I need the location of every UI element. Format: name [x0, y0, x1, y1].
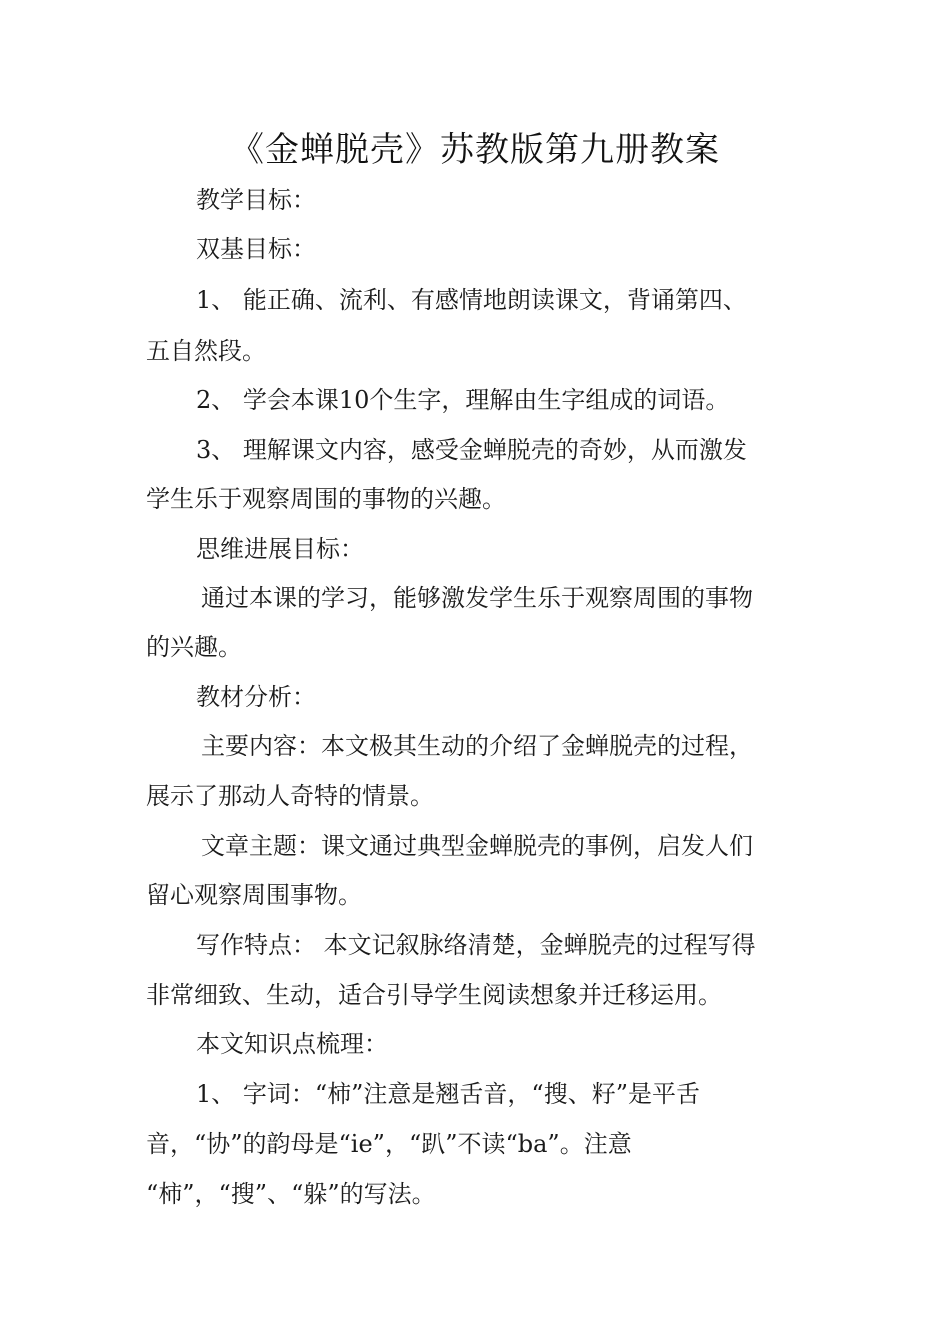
paragraph-line: 1、 字词：“柿”注意是翘舌音，“搜、籽”是平舌 [196, 1080, 700, 1108]
paragraph-line: 主要内容：本文极其生动的介绍了金蝉脱壳的过程， [201, 732, 753, 760]
paragraph-line: 的兴趣。 [146, 633, 242, 661]
document-title: 《金蝉脱壳》苏教版第九册教案 [230, 130, 720, 170]
paragraph-line: 写作特点： 本文记叙脉络清楚，金蝉脱壳的过程写得 [196, 931, 756, 959]
paragraph-line: 3、 理解课文内容，感受金蝉脱壳的奇妙，从而激发 [196, 436, 747, 464]
paragraph-line: 教学目标： [196, 186, 316, 214]
paragraph-line: 思维进展目标： [196, 535, 364, 563]
paragraph-line: 教材分析： [196, 683, 316, 711]
paragraph-line: “柿”，“搜”、“躲”的写法。 [146, 1180, 436, 1208]
paragraph-line: 留心观察周围事物。 [146, 881, 362, 909]
paragraph-line: 通过本课的学习，能够激发学生乐于观察周围的事物 [201, 584, 753, 612]
paragraph-line: 音，“协”的韵母是“ie”，“趴”不读“ba”。注意 [146, 1130, 632, 1158]
paragraph-line: 2、 学会本课10个生字，理解由生字组成的词语。 [196, 386, 730, 414]
paragraph-line: 学生乐于观察周围的事物的兴趣。 [146, 485, 506, 513]
paragraph-line: 五自然段。 [146, 337, 266, 365]
paragraph-line: 非常细致、生动，适合引导学生阅读想象并迁移运用。 [146, 981, 722, 1009]
paragraph-line: 文章主题：课文通过典型金蝉脱壳的事例，启发人们 [201, 832, 753, 860]
paragraph-line: 1、 能正确、流利、有感情地朗读课文，背诵第四、 [196, 286, 747, 314]
paragraph-line: 本文知识点梳理： [196, 1030, 388, 1058]
paragraph-line: 展示了那动人奇特的情景。 [146, 782, 434, 810]
paragraph-line: 双基目标： [196, 235, 316, 263]
